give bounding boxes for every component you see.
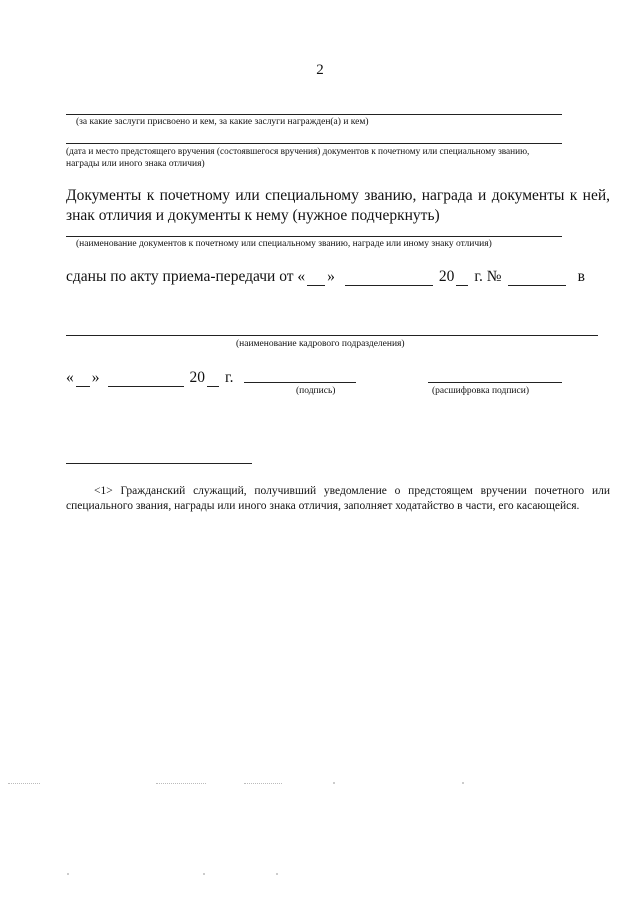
hr-unit-fill-line xyxy=(66,335,598,336)
date-quote-close: » xyxy=(91,369,100,386)
signature-decoding-fill-line[interactable] xyxy=(428,382,562,383)
date-place-caption-line1: (дата и место предстоящего вручения (состоявшегося вручения) документов к почетному или специальному званию, xyxy=(66,147,530,157)
scan-artifact-speck xyxy=(67,873,69,875)
scan-artifact-speck xyxy=(462,782,464,784)
page-number: 2 xyxy=(316,62,324,78)
handover-year-blank[interactable] xyxy=(456,271,468,286)
documents-name-caption: (наименование документов к почетному или специальному званию, награде или иному знаку отличия) xyxy=(76,239,492,249)
date-quote-open: « xyxy=(66,369,74,386)
scan-artifact-line xyxy=(8,783,40,784)
signature-fill-line[interactable] xyxy=(244,382,356,383)
date-day-blank[interactable] xyxy=(76,372,90,387)
scan-artifact-speck xyxy=(276,873,278,875)
handover-quote-close: » xyxy=(327,268,335,285)
handover-year-prefix: 20 xyxy=(438,268,455,285)
date-year-suffix: г. xyxy=(225,369,234,386)
scan-artifact-speck xyxy=(333,782,335,784)
documents-name-fill-line xyxy=(66,236,562,237)
scan-artifact-line xyxy=(156,783,206,784)
date-place-caption-line2: награды или иного знака отличия) xyxy=(66,159,205,169)
footnote-text: <1> Гражданский служащий, получивший уведомление о предстоящем вручении почетного или специального звания, награды или иного знака отличия, заполняет ходатайство в части, его касающейся. xyxy=(66,485,610,512)
date-year-prefix: 20 xyxy=(189,369,205,386)
date-row xyxy=(66,369,233,387)
handover-month-blank[interactable] xyxy=(345,271,433,286)
merits-caption: (за какие заслуги присвоено и кем, за какие заслуги награжден(а) и кем) xyxy=(76,117,369,127)
signature-decoding-caption: (расшифровка подписи) xyxy=(432,386,529,396)
documents-statement-line2: знак отличия и документы к нему (нужное подчеркнуть) xyxy=(66,207,440,224)
footnote-separator xyxy=(66,463,252,464)
handover-year-suffix: г. № xyxy=(474,268,502,285)
merits-fill-line xyxy=(66,114,562,115)
date-year-blank[interactable] xyxy=(207,372,219,387)
handover-number-blank[interactable] xyxy=(508,271,566,286)
hr-unit-caption: (наименование кадрового подразделения) xyxy=(236,339,405,349)
handover-day-blank[interactable] xyxy=(307,271,325,286)
handover-row xyxy=(66,268,585,286)
scan-artifact-speck xyxy=(203,873,205,875)
scan-artifact-line xyxy=(244,783,282,784)
documents-statement-line1: Документы к почетному или специальному званию, награда и документы к ней, xyxy=(66,187,610,204)
handover-prefix: сданы по акту приема-передачи от « xyxy=(66,268,306,285)
handover-suffix: в xyxy=(577,268,585,285)
signature-caption: (подпись) xyxy=(296,386,336,396)
date-month-blank[interactable] xyxy=(108,372,184,387)
date-place-fill-line xyxy=(66,143,562,144)
